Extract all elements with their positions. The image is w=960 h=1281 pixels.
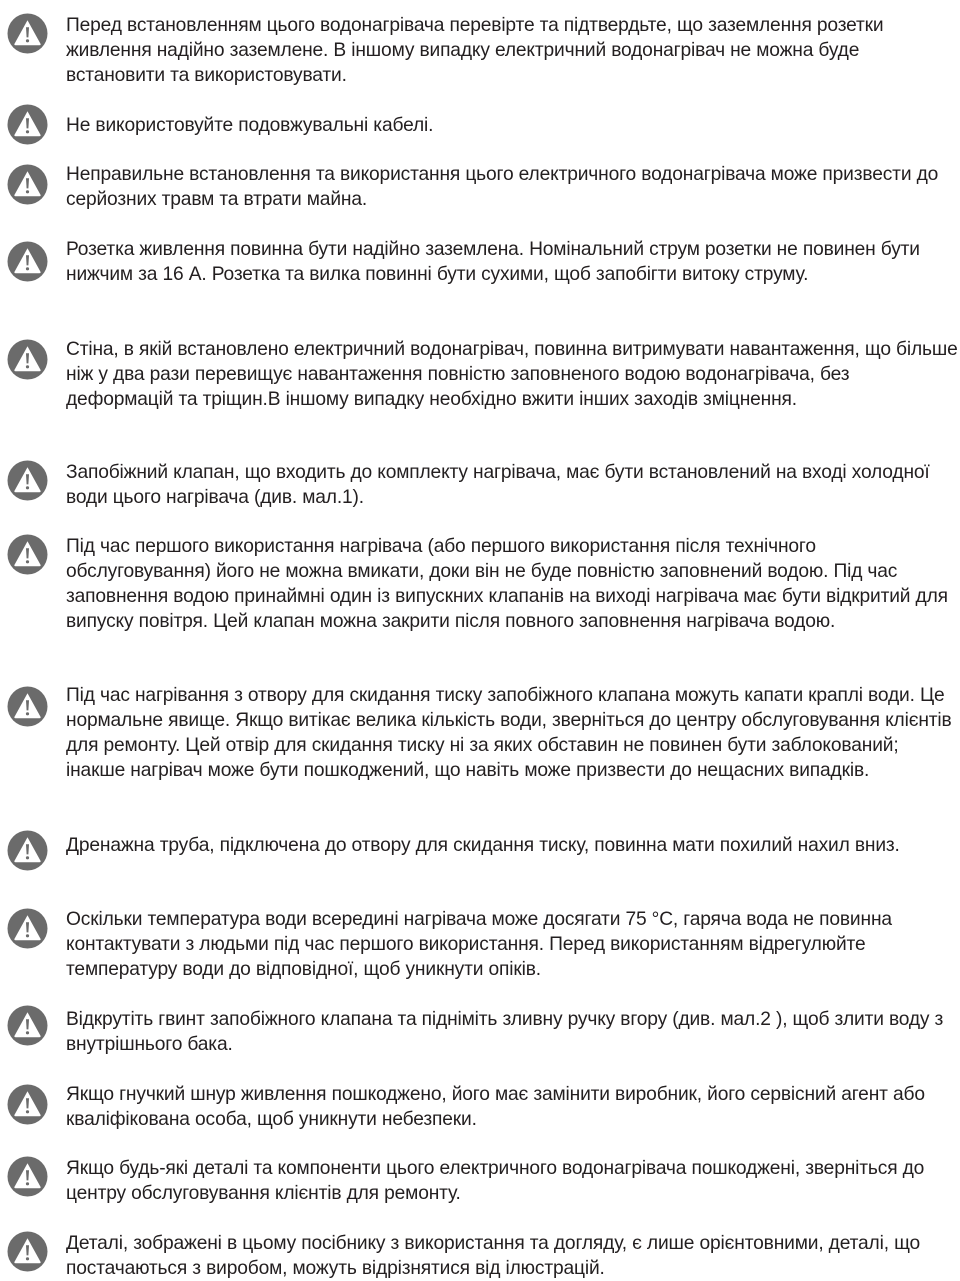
- warning-icon: [7, 1084, 48, 1125]
- warning-text: Розетка живлення повинна бути надійно заземлена. Номінальний струм розетки не повинен бути нижчим за 16 А. Розетка та вилка повинні бути сухими, щоб запобігти витоку струму.: [66, 239, 920, 285]
- warning-icon: [7, 339, 48, 380]
- warning-icon: [7, 1231, 48, 1272]
- warning-text: Оскільки температура води всередині нагрівача може досягати 75 °C, гаряча вода не повинна контактувати з людьми під час першого використання. Перед використанням відрегулюйте температуру води до відповідної, щоб уникнути опіків.: [66, 909, 892, 980]
- warning-text: Відкрутіть гвинт запобіжного клапана та підніміть зливну ручку вгору (див. мал.2 ), щоб злити воду з внутрішнього бака.: [66, 1009, 944, 1055]
- warning-text: Стіна, в якій встановлено електричний водонагрівач, повинна витримувати навантаження, що більше ніж у два рази перевищує навантаження повністю заповненого водою водонагрівача, без деформацій та тріщин.В іншому випадку необхідно вжити інших заходів зміцнення.: [66, 339, 958, 410]
- warning-text: Неправильне встановлення та використання цього електричного водонагрівача може призвести до серйозних травм та втрати майна.: [66, 164, 939, 210]
- warning-icon: [7, 13, 48, 54]
- warning-text: Не використовуйте подовжувальні кабелі.: [66, 115, 434, 136]
- warning-text: Якщо будь-які деталі та компоненти цього електричного водонагрівача пошкоджені, зверніться до центру обслуговування клієнтів для ремонту.: [66, 1158, 925, 1204]
- warning-text: Під час першого використання нагрівача (або першого використання після технічного обслуговування) його не можна вмикати, доки він не буде повністю заповнений водою. Під час заповнення водою принаймні один із випускних клапанів на виході нагрівача має бути відкритий для випуску повітря. Цей клапан можна закрити після повного заповнення нагрівача водою.: [66, 536, 948, 632]
- warning-icon: [7, 1156, 48, 1197]
- warning-icon: [7, 460, 48, 501]
- warning-text: Запобіжний клапан, що входить до комплекту нагрівача, має бути встановлений на вході холодної води цього нагрівача (див. мал.1).: [66, 462, 930, 508]
- warning-text: Якщо гнучкий шнур живлення пошкоджено, його має замінити виробник, його сервісний агент або кваліфікована особа, щоб уникнути небезпеки.: [66, 1084, 925, 1130]
- warning-icon: [7, 241, 48, 282]
- warning-text: Перед встановленням цього водонагрівача перевірте та підтвердьте, що заземлення розетки живлення надійно заземлене. В іншому випадку електричний водонагрівач не можна буде встановити та використовувати.: [66, 15, 884, 86]
- warning-text: Деталі, зображені в цьому посібнику з використання та догляду, є лише орієнтовними, деталі, що постачаються з виробом, можуть відрізнятися від ілюстрацій.: [66, 1233, 921, 1279]
- warning-icon: [7, 830, 48, 871]
- warning-icon: [7, 1005, 48, 1046]
- warning-icon: [7, 104, 48, 145]
- warning-text: Під час нагрівання з отвору для скидання тиску запобіжного клапана можуть капати краплі води. Це нормальне явище. Якщо витікає велика кількість води, зверніться до центру обслуговування клієнтів для ремонту. Цей отвір для скидання тиску ні за яких обставин не повинен бути заблокований; інакше нагрівач може бути пошкоджений, що навіть може призвести до нещасних випадків.: [66, 685, 952, 781]
- warning-icon: [7, 164, 48, 205]
- warning-text: Дренажна труба, підключена до отвору для скидання тиску, повинна мати похилий нахил вниз.: [66, 835, 900, 856]
- warning-icon: [7, 686, 48, 727]
- warning-icon: [7, 908, 48, 949]
- warning-icon: [7, 534, 48, 575]
